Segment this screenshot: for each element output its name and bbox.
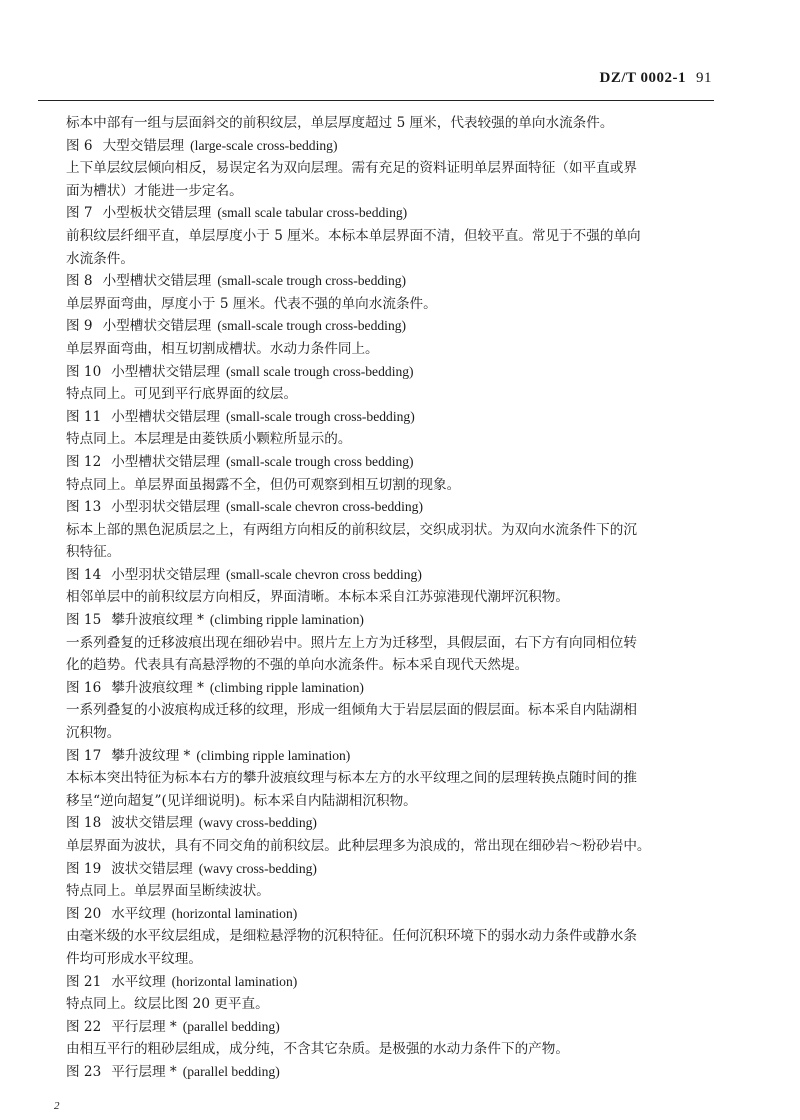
figure-title-en: (large-scale cross-bedding) (190, 137, 338, 153)
figure-number: 图 13 (66, 499, 102, 516)
description-line: 前积纹层纤细平直，单层厚度小于 5 厘米。本标本单层界面不清，但较平直。常见于不强的单向 (66, 227, 641, 244)
page-number: 91 (696, 70, 712, 86)
description-line: 本标本突出特征为标本右方的攀升波痕纹理与标本左方的水平纹理之间的层理转换点随时间的推 (66, 770, 637, 787)
figure-title-cn: 平行层理 * (111, 1063, 177, 1080)
figure-title-en: (horizontal lamination) (171, 973, 298, 989)
figure-title-cn: 小型槽状交错层理 (111, 408, 220, 425)
figure-title-cn: 小型槽状交错层理 (111, 363, 220, 380)
description-continuation: 沉积物。 (66, 725, 121, 742)
figure-caption (66, 202, 716, 225)
figure-title-en: (small-scale trough cross-bedding) (225, 408, 415, 424)
figure-number: 图 7 (66, 205, 93, 222)
page-header (0, 70, 712, 87)
figure-title-en: (small-scale chevron cross bedding) (225, 566, 422, 582)
figure-number: 图 17 (66, 747, 102, 764)
document-body (66, 112, 716, 1084)
figure-title-en: (climbing ripple lamination) (209, 679, 364, 695)
figure-number: 图 19 (66, 860, 102, 877)
figure-caption (66, 1016, 716, 1039)
figure-title-cn: 波状交错层理 (111, 815, 193, 832)
description-continuation: 件均可形成水平纹理。 (66, 950, 202, 967)
description-line: 相邻单层中的前积纹层方向相反，界面清晰。本标本采自江苏弶港现代潮坪沉积物。 (66, 589, 569, 606)
figure-caption (66, 745, 716, 768)
figure-number: 图 22 (66, 1018, 102, 1035)
figure-caption (66, 315, 716, 338)
figure-title-en: (small-scale trough cross-bedding) (217, 273, 407, 289)
figure-number: 图 12 (66, 453, 102, 470)
figure-number: 图 16 (66, 679, 102, 696)
figure-title-en: (parallel bedding) (182, 1063, 280, 1079)
figure-title-cn: 波状交错层理 (111, 860, 193, 877)
figure-title-cn: 小型槽状交错层理 (111, 453, 220, 470)
footer-page-mark: 2 (54, 1100, 60, 1112)
figure-number: 图 15 (66, 612, 102, 629)
figure-title-cn: 水平纹理 (111, 905, 166, 922)
figure-caption (66, 812, 716, 835)
figure-title-cn: 大型交错层理 (102, 137, 185, 154)
figure-caption (66, 496, 716, 519)
figure-caption (66, 135, 716, 158)
description-line: 一系列叠复的迁移波痕出现在细砂岩中。照片左上方为迁移型，具假层面，右下方有向同相位转 (66, 634, 637, 651)
figure-number: 图 14 (66, 566, 102, 583)
figure-title-cn: 平行层理 * (111, 1018, 177, 1035)
figure-number: 图 11 (66, 408, 102, 425)
figure-title-en: (horizontal lamination) (171, 905, 298, 921)
description-line: 特点同上。本层理是由菱铁质小颗粒所显示的。 (66, 431, 352, 448)
figure-number: 图 8 (66, 273, 93, 290)
description-line: 由相互平行的粗砂层组成，成分纯，不含其它杂质。是极强的水动力条件下的产物。 (66, 1041, 569, 1058)
description-continuation: 水流条件。 (66, 250, 134, 267)
figure-title-cn: 水平纹理 (111, 973, 166, 990)
description-line: 特点同上。可见到平行底界面的纹层。 (66, 386, 298, 403)
figure-caption (66, 903, 716, 926)
figure-number: 图 18 (66, 815, 102, 832)
figure-title-cn: 攀升波痕纹理 * (111, 612, 204, 629)
figure-caption (66, 1061, 716, 1084)
description-line: 标本中部有一组与层面斜交的前积纹层，单层厚度超过 5 厘米，代表较强的单向水流条件。 (66, 115, 614, 131)
figure-title-en: (small-scale trough cross bedding) (225, 453, 414, 469)
figure-title-cn: 攀升波痕纹理 * (111, 679, 204, 696)
figure-title-en: (small-scale trough cross-bedding) (217, 318, 407, 334)
figure-caption (66, 858, 716, 881)
description-line: 单层界面弯曲，厚度小于 5 厘米。代表不强的单向水流条件。 (66, 295, 437, 312)
figure-number: 图 21 (66, 973, 102, 990)
figure-title-en: (small-scale chevron cross-bedding) (225, 499, 424, 515)
figure-title-en: (wavy cross-bedding) (198, 860, 317, 876)
description-continuation: 化的趋势。代表具有高悬浮物的不强的单向水流条件。标本采自现代天然堤。 (66, 657, 529, 674)
figure-number: 图 23 (66, 1063, 102, 1080)
standard-code: DZ/T 0002-1 (599, 70, 686, 86)
figure-caption (66, 609, 716, 632)
figure-number: 图 9 (66, 318, 93, 335)
figure-title-cn: 小型槽状交错层理 (102, 318, 212, 335)
figure-caption (66, 406, 716, 429)
figure-caption (66, 361, 716, 384)
figure-caption (66, 451, 716, 474)
description-continuation: 面为槽状）才能进一步定名。 (66, 182, 243, 199)
figure-title-en: (climbing ripple lamination) (196, 747, 351, 763)
description-continuation: 移呈“逆向超复”(见详细说明)。标本采自内陆湖相沉积物。 (66, 792, 417, 809)
figure-title-en: (climbing ripple lamination) (209, 612, 364, 628)
figure-caption (66, 971, 716, 994)
description-line: 特点同上。单层界面虽揭露不全，但仍可观察到相互切割的现象。 (66, 476, 461, 493)
figure-caption (66, 270, 716, 293)
description-line: 标本上部的黑色泥质层之上，有两组方向相反的前积纹层，交织成羽状。为双向水流条件下的沉 (66, 521, 637, 538)
description-line: 一系列叠复的小波痕构成迁移的纹理，形成一组倾角大于岩层层面的假层面。标本采自内陆湖相 (66, 702, 637, 719)
figure-number: 图 6 (66, 137, 93, 154)
figure-caption (66, 677, 716, 700)
figure-title-cn: 小型槽状交错层理 (102, 273, 212, 290)
description-line: 特点同上。单层界面呈断续波状。 (66, 883, 270, 900)
figure-title-cn: 攀升波纹理 * (111, 747, 191, 764)
figure-number: 图 10 (66, 363, 102, 380)
description-line: 单层界面为波状，具有不同交角的前积纹层。此种层理多为浪成的，常出现在细砂岩～粉砂岩中。 (66, 838, 651, 854)
figure-title-en: (wavy cross-bedding) (198, 815, 317, 831)
description-line: 单层界面弯曲，相互切割成槽状。水动力条件同上。 (66, 340, 379, 357)
description-line: 由毫米级的水平纹层组成，是细粒悬浮物的沉积特征。任何沉积环境下的弱水动力条件或静水条 (66, 928, 637, 945)
description-continuation: 积特征。 (66, 544, 121, 561)
description-line: 上下单层纹层倾向相反，易误定名为双向层理。需有充足的资料证明单层界面特征（如平直或界 (66, 160, 637, 177)
figure-title-cn: 小型板状交错层理 (102, 205, 212, 222)
figure-caption (66, 564, 716, 587)
figure-title-cn: 小型羽状交错层理 (111, 566, 220, 583)
figure-number: 图 20 (66, 905, 102, 922)
figure-title-en: (small scale tabular cross-bedding) (217, 205, 408, 221)
description-line: 特点同上。纹层比图 20 更平直。 (66, 996, 269, 1013)
figure-title-cn: 小型羽状交错层理 (111, 499, 220, 516)
figure-title-en: (parallel bedding) (182, 1018, 280, 1034)
figure-title-en: (small scale trough cross-bedding) (225, 363, 414, 379)
header-rule (38, 100, 714, 101)
